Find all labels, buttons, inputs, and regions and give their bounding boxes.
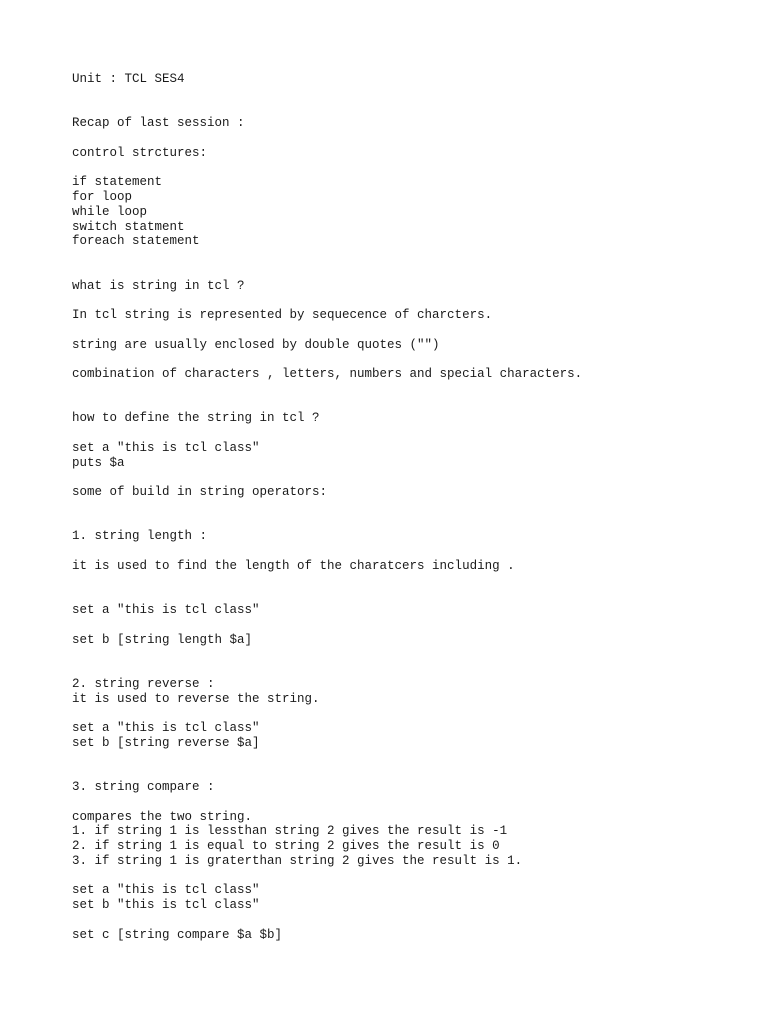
text-line: for loop — [72, 190, 133, 204]
blank-line — [72, 765, 752, 780]
text-line: compares the two string. — [72, 809, 253, 824]
text-line: 2. if string 1 is equal to string 2 gives the result is 0 — [72, 839, 500, 853]
text-line: In tcl string is represented by sequecence of charcters. — [72, 308, 493, 322]
text-line: set a "this is tcl class" — [72, 440, 260, 455]
text-line: set c [string compare $a $b] — [72, 927, 283, 942]
text-line: 3. if string 1 is graterthan string 2 gives the result is 1. — [72, 853, 523, 868]
blank-line — [72, 795, 752, 810]
blank-line — [72, 500, 752, 515]
text-line: set a "this is tcl class" — [72, 883, 260, 898]
text-line: 3. string compare : — [72, 780, 215, 794]
text-line: 1. string length : — [72, 529, 208, 544]
text-line: string are usually enclosed by double quotes ("") — [72, 337, 440, 352]
text-line: control strctures: — [72, 145, 208, 160]
text-line: combination of characters , letters, numbers and special characters. — [72, 367, 583, 381]
text-line: set b [string reverse $a] — [72, 735, 260, 750]
text-line: while loop — [72, 204, 148, 219]
blank-line — [72, 102, 752, 117]
text-line: it is used to reverse the string. — [72, 691, 320, 706]
text-line: some of build in string operators: — [72, 485, 328, 499]
text-line: puts $a — [72, 455, 125, 470]
text-line: set a "this is tcl class" — [72, 603, 260, 617]
text-line: set b "this is tcl class" — [72, 898, 260, 912]
blank-line — [72, 397, 752, 412]
blank-line — [72, 131, 752, 146]
blank-line — [72, 544, 752, 559]
text-line: Unit : TCL SES4 — [72, 72, 185, 86]
blank-line — [72, 751, 752, 766]
text-line: it is used to find the length of the charatcers including . — [72, 558, 515, 573]
text-line: how to define the string in tcl ? — [72, 411, 320, 426]
blank-line — [72, 249, 752, 264]
text-line: if statement — [72, 175, 163, 190]
blank-line — [72, 869, 752, 884]
text-line: switch statment — [72, 219, 185, 234]
text-line: foreach statement — [72, 234, 200, 249]
blank-line — [72, 470, 752, 485]
blank-line — [72, 264, 752, 279]
blank-line — [72, 588, 752, 603]
text-line: set b [string length $a] — [72, 632, 253, 647]
blank-line — [72, 293, 752, 308]
blank-line — [72, 87, 752, 102]
blank-line — [72, 352, 752, 367]
blank-line — [72, 426, 752, 441]
text-line: what is string in tcl ? — [72, 278, 245, 293]
text-line: 2. string reverse : — [72, 676, 215, 691]
text-line: 1. if string 1 is lessthan string 2 gives the result is -1 — [72, 824, 508, 839]
blank-line — [72, 618, 752, 633]
blank-line — [72, 647, 752, 662]
blank-line — [72, 515, 752, 530]
blank-line — [72, 706, 752, 721]
blank-line — [72, 913, 752, 928]
blank-line — [72, 382, 752, 397]
document-page — [72, 72, 752, 942]
text-line: Recap of last session : — [72, 116, 245, 131]
blank-line — [72, 662, 752, 677]
blank-line — [72, 161, 752, 176]
text-line: set a "this is tcl class" — [72, 721, 260, 735]
blank-line — [72, 574, 752, 589]
blank-line — [72, 323, 752, 338]
